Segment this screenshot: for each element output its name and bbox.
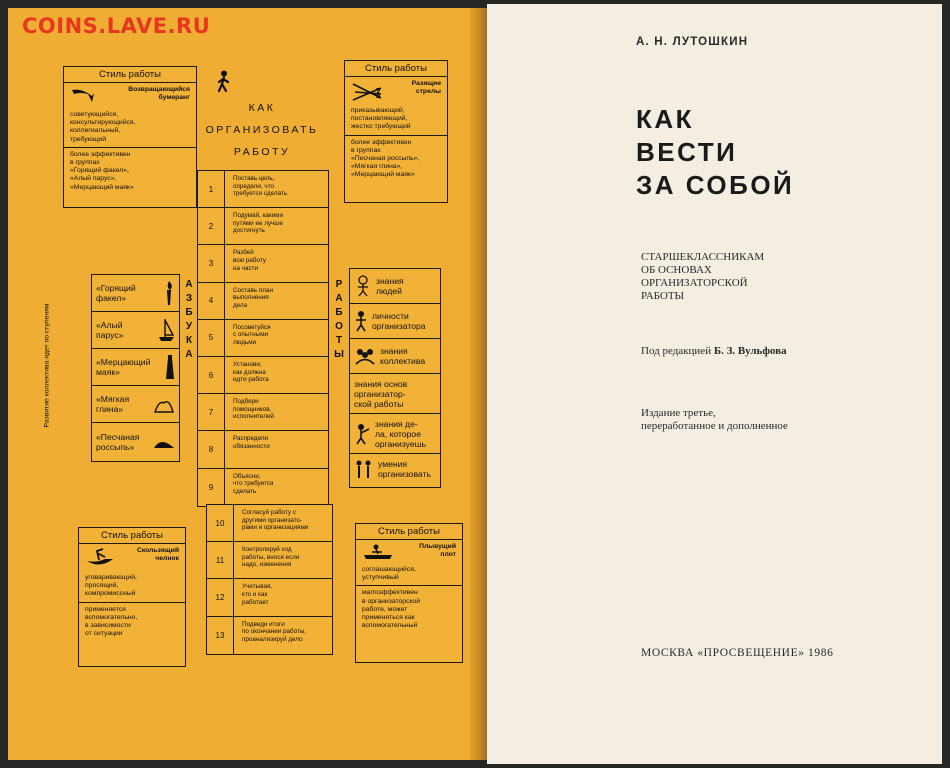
two-people-icon (354, 459, 374, 479)
list-item: «Мягкая глина» (92, 386, 179, 423)
book-spine-fold (470, 8, 488, 760)
box-header: Стиль работы (64, 67, 196, 83)
boomerang-icon (70, 86, 96, 106)
list-item: умения организовать (350, 454, 440, 484)
style-effect: применяется вспомогательно, в зависимости от ситуации (79, 602, 185, 642)
editor-prefix: Под редакцией (641, 345, 712, 357)
clay-icon (153, 394, 175, 414)
style-name: Плывущий плот (419, 543, 456, 558)
list-item: личности организатора (350, 304, 440, 339)
style-box-boomerang (63, 66, 197, 208)
diagram-title: КАК ОРГАНИЗОВАТЬ РАБОТУ (205, 102, 319, 158)
watermark: COINS.LAVE.RU (22, 14, 211, 38)
step-row: 7 Подбери помощников, исполнителей (198, 394, 328, 431)
sail-icon (157, 317, 175, 343)
list-item: «Мерцающий маяк» (92, 349, 179, 386)
step-row: 6 Установи, как должна идти работа (198, 357, 328, 394)
raboty-vertical-word: Р А Б О Т Ы (334, 279, 344, 360)
sand-icon (153, 434, 175, 450)
step-row: 4 Составь план выполнения дела (198, 283, 328, 320)
style-effect: более эффективен в группах «Горящий факел», «Алый парус», «Мерцающий маяк» (64, 147, 196, 195)
style-box-raft (355, 523, 463, 663)
person-icon (354, 275, 372, 297)
lighthouse-icon (165, 354, 175, 380)
step-row: 11 Контролируй ход работы, внося если надо, изменения (207, 542, 332, 579)
list-item: знания основ организатор- ской работы (350, 374, 440, 414)
worker-icon (354, 423, 372, 445)
list-item: «Горящий факел» (92, 275, 179, 312)
group-icon (354, 347, 376, 365)
knowledge-list (349, 268, 441, 488)
style-name: Возвращающийся бумеранг (128, 86, 190, 101)
list-item: «Песчаная россыпь» (92, 423, 179, 461)
step-row: 9 Объясни, что требуется сделать (198, 469, 328, 506)
organizer-icon (354, 310, 368, 332)
raft-icon (362, 543, 396, 561)
publisher-line: МОСКВА «ПРОСВЕЩЕНИЕ» 1986 (641, 647, 834, 659)
step-row: 10 Согласуй работу с другими организато- рами и организациями (207, 505, 332, 542)
style-traits: приказывающий, постановляющий, жестко требующий (351, 107, 411, 131)
style-traits: советующийся, консультирующийся, коллегиальный, требующий (70, 111, 136, 143)
steps-table (197, 170, 329, 507)
step-row: 1 Поставь цель, определи, что требуется сделать (198, 171, 328, 208)
style-name: Разящие стрелы (411, 80, 441, 95)
editor-name: Б. З. Вульфова (713, 345, 787, 357)
step-row: 2 Подумай, какими путями ее лучше достигнуть (198, 208, 328, 245)
canoe-icon (85, 547, 115, 569)
torch-icon (163, 280, 175, 306)
step-row: 3 Разбей всю работу на части (198, 245, 328, 282)
style-effect: малоэффективен в организаторской работе, может применяться как вспомогательный (356, 585, 462, 633)
box-header: Стиль работы (356, 524, 462, 540)
style-traits: уговаривающий, просящий, компромиссный (85, 574, 137, 598)
step-row: 12 Учитывая, кто и как работает (207, 579, 332, 616)
editor-line (641, 345, 787, 357)
book-title: КАК ВЕСТИ ЗА СОБОЙ (636, 104, 795, 200)
arrows-icon (351, 80, 385, 102)
walking-person-icon (217, 70, 231, 92)
azbuka-vertical-word: А З Б У К А (185, 279, 193, 360)
style-name: Скользящий челнок (136, 547, 179, 562)
list-item: знания де- ла, которое организуешь (350, 414, 440, 454)
style-box-canoe (78, 527, 186, 667)
edition-note: Издание третье, переработанное и дополненное (641, 407, 788, 432)
style-traits: соглашающийся, уступчивый (362, 566, 416, 582)
author-name: А. Н. ЛУТОШКИН (636, 36, 749, 48)
list-item: знания коллектива (350, 339, 440, 374)
list-item: знания людей (350, 269, 440, 304)
step-row: 13 Подведи итоги по окончании работы, проанализируй дело (207, 617, 332, 654)
step-row: 5 Посоветуйся с опытными людьми (198, 320, 328, 357)
style-box-arrows (344, 60, 448, 203)
left-side-caption: Развитие коллектива идет по ступеням (43, 303, 51, 428)
groups-list (91, 274, 180, 462)
step-row: 8 Распредели обязанности (198, 431, 328, 468)
steps-table-continued (206, 504, 333, 655)
box-header: Стиль работы (345, 61, 447, 77)
box-header: Стиль работы (79, 528, 185, 544)
style-effect: более эффективен в группах «Песчаная россыпь», «Мягкая глина», «Мерцающий маяк» (345, 135, 447, 183)
list-item: «Алый парус» (92, 312, 179, 349)
book-subtitle: СТАРШЕКЛАССНИКАМ ОБ ОСНОВАХ ОРГАНИЗАТОРСКОЙ РАБОТЫ (641, 251, 765, 302)
